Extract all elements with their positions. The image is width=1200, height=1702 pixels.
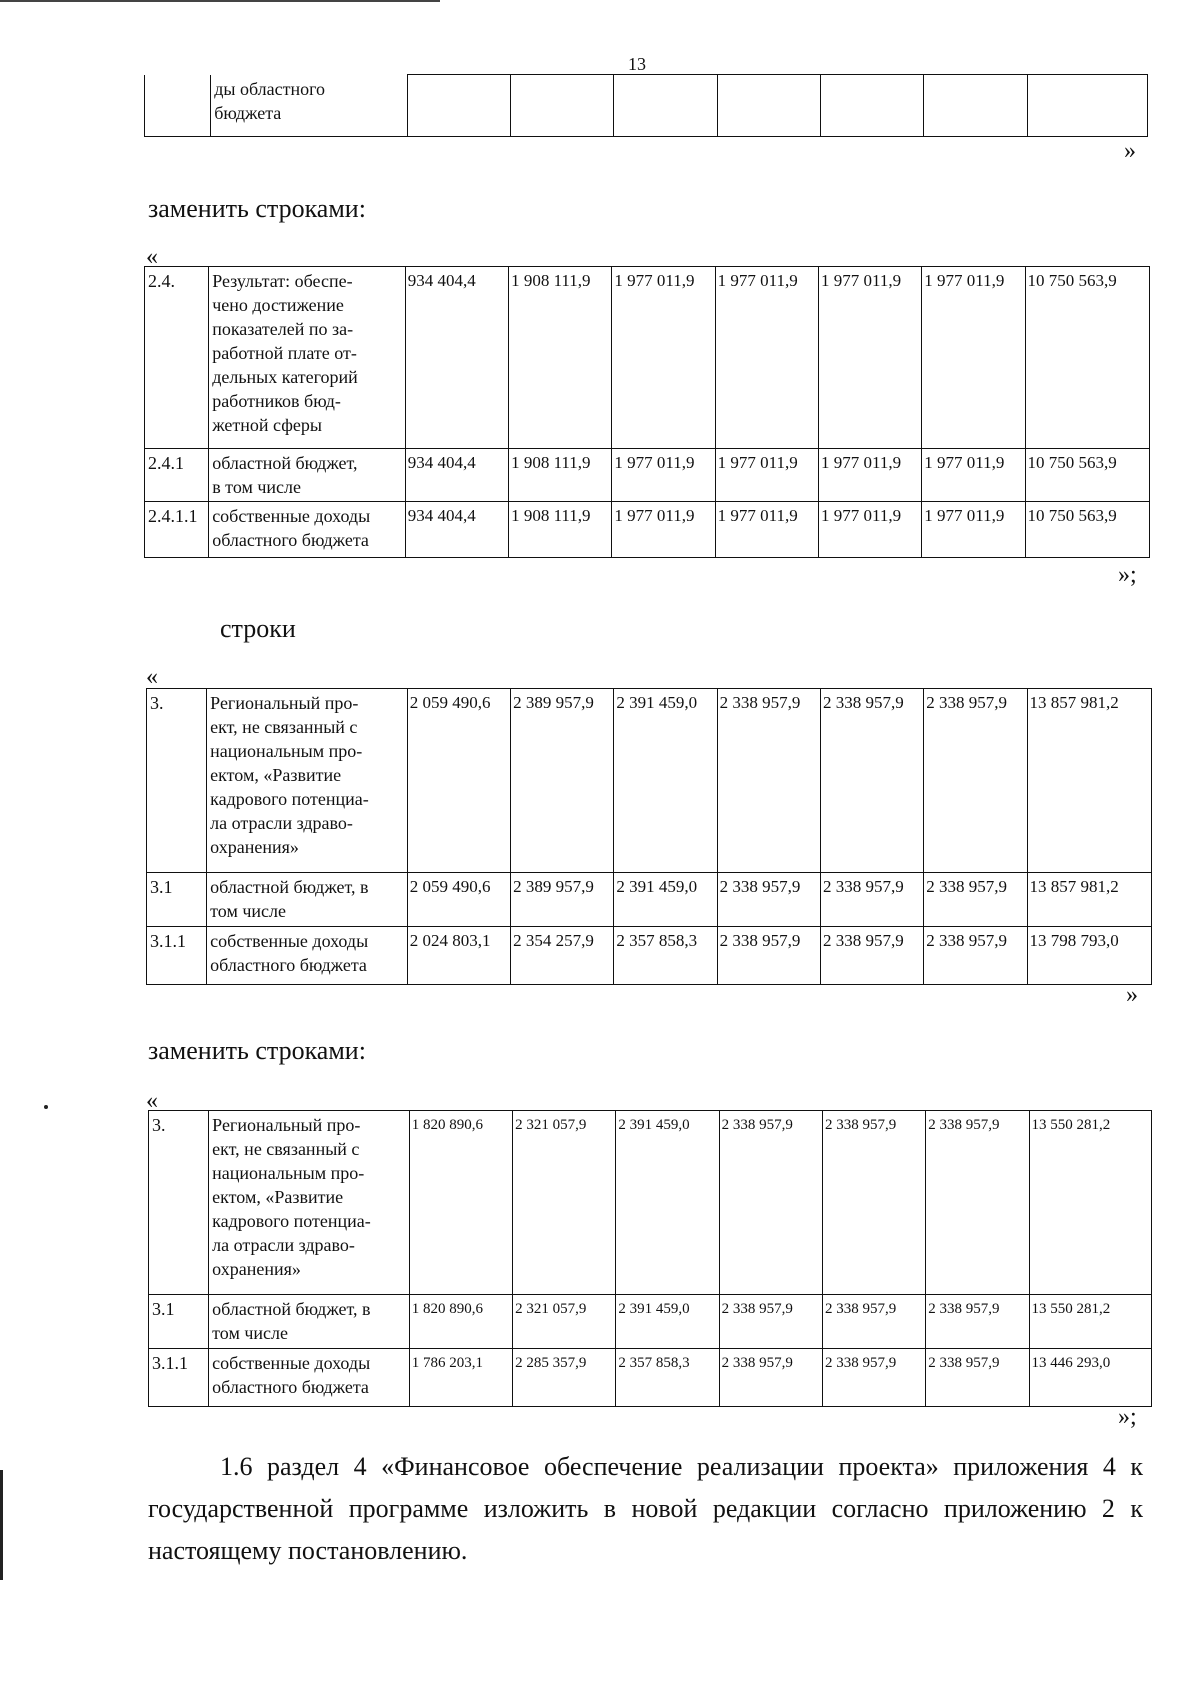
value-cell: 2 338 957,9 <box>924 689 1027 873</box>
value-cell: 10 750 563,9 <box>1025 449 1149 502</box>
value-cell <box>717 75 820 137</box>
replace-heading: заменить строками: <box>148 194 366 223</box>
row-number: 3.1 <box>147 873 207 927</box>
value-cell: 2 338 957,9 <box>924 927 1027 985</box>
row-number: 3. <box>147 689 207 873</box>
value-cell: 1 908 111,9 <box>509 449 612 502</box>
row-number: 2.4.1 <box>145 449 209 502</box>
table-row <box>149 1349 1152 1407</box>
value-cell: 10 750 563,9 <box>1025 502 1149 558</box>
value-cell: 2 338 957,9 <box>926 1295 1029 1349</box>
row-name: Региональный про- ект, не связанный с национальным про- ектом, «Развитие кадрового потенциа- ла отрасли здраво- охранения» <box>209 1111 410 1295</box>
value-cell: 1 908 111,9 <box>509 502 612 558</box>
opening-quote: « <box>146 244 158 270</box>
row-number: 2.4. <box>145 267 209 449</box>
value-cell: 2 338 957,9 <box>820 873 923 927</box>
value-cell: 2 338 957,9 <box>820 689 923 873</box>
value-cell: 13 798 793,0 <box>1027 927 1151 985</box>
row-number: 3.1.1 <box>149 1349 209 1407</box>
value-cell: 2 338 957,9 <box>822 1295 925 1349</box>
value-cell: 2 338 957,9 <box>822 1111 925 1295</box>
row-name: собственные доходы областного бюджета <box>209 1349 410 1407</box>
value-cell: 13 550 281,2 <box>1029 1111 1151 1295</box>
value-cell: 2 338 957,9 <box>717 873 820 927</box>
value-cell: 1 820 890,6 <box>409 1295 512 1349</box>
value-cell: 1 977 011,9 <box>715 502 818 558</box>
value-cell: 2 391 459,0 <box>616 1111 719 1295</box>
value-cell: 1 977 011,9 <box>612 502 715 558</box>
table-row <box>149 1295 1152 1349</box>
value-cell: 2 338 957,9 <box>717 689 820 873</box>
table-previous-tail <box>144 74 1148 137</box>
value-cell: 2 338 957,9 <box>820 927 923 985</box>
row-name: ды областного бюджета <box>211 75 408 137</box>
value-cell: 2 338 957,9 <box>717 927 820 985</box>
closing-quote: » <box>1126 982 1138 1008</box>
value-cell: 2 338 957,9 <box>719 1295 822 1349</box>
table-row <box>145 75 1148 137</box>
row-name: собственные доходы областного бюджета <box>209 502 406 558</box>
closing-quote: »; <box>1118 1404 1137 1430</box>
value-cell: 2 391 459,0 <box>614 873 717 927</box>
rows-heading: строки <box>220 614 296 643</box>
value-cell: 2 338 957,9 <box>822 1349 925 1407</box>
value-cell: 13 857 981,2 <box>1027 689 1151 873</box>
value-cell: 1 977 011,9 <box>715 449 818 502</box>
row-name: Региональный про- ект, не связанный с национальным про- ектом, «Развитие кадрового потенциа- ла отрасли здраво- охранения» <box>207 689 408 873</box>
opening-quote: « <box>146 664 158 690</box>
value-cell <box>511 75 614 137</box>
value-cell: 1 908 111,9 <box>509 267 612 449</box>
scan-edge-mark <box>0 1470 3 1580</box>
value-cell: 2 059 490,6 <box>407 689 510 873</box>
value-cell: 1 977 011,9 <box>922 267 1025 449</box>
replace-heading: заменить строками: <box>148 1036 366 1065</box>
value-cell: 934 404,4 <box>405 267 508 449</box>
value-cell: 2 338 957,9 <box>719 1349 822 1407</box>
value-cell: 934 404,4 <box>405 502 508 558</box>
value-cell: 2 338 957,9 <box>924 873 1027 927</box>
value-cell: 13 550 281,2 <box>1029 1295 1151 1349</box>
closing-quote: » <box>1124 138 1136 164</box>
table-row <box>147 927 1152 985</box>
row-name: собственные доходы областного бюджета <box>207 927 408 985</box>
closing-quote: »; <box>1118 562 1137 588</box>
value-cell: 2 389 957,9 <box>511 689 614 873</box>
value-cell <box>820 75 923 137</box>
value-cell <box>407 75 510 137</box>
scan-dot <box>44 1105 48 1109</box>
table-row <box>145 449 1150 502</box>
row-number: 2.4.1.1 <box>145 502 209 558</box>
value-cell: 1 977 011,9 <box>922 449 1025 502</box>
value-cell: 1 977 011,9 <box>612 449 715 502</box>
row-number <box>145 75 211 137</box>
value-cell: 2 285 357,9 <box>513 1349 616 1407</box>
value-cell: 13 446 293,0 <box>1029 1349 1151 1407</box>
value-cell: 2 389 957,9 <box>511 873 614 927</box>
value-cell: 2 391 459,0 <box>616 1295 719 1349</box>
value-cell: 1 786 203,1 <box>409 1349 512 1407</box>
value-cell: 2 321 057,9 <box>513 1111 616 1295</box>
row-number: 3.1.1 <box>147 927 207 985</box>
row-name: Результат: обеспе- чено достижение показателей по за- работной плате от- дельных категорий работников бюд- жетной сферы <box>209 267 406 449</box>
value-cell: 934 404,4 <box>405 449 508 502</box>
row-name: областной бюджет, в том числе <box>207 873 408 927</box>
value-cell: 2 321 057,9 <box>513 1295 616 1349</box>
row-number: 3.1 <box>149 1295 209 1349</box>
table-row <box>145 502 1150 558</box>
value-cell: 10 750 563,9 <box>1025 267 1149 449</box>
value-cell: 1 977 011,9 <box>818 449 921 502</box>
value-cell: 1 977 011,9 <box>715 267 818 449</box>
value-cell: 2 024 803,1 <box>407 927 510 985</box>
amendment-paragraph: 1.6 раздел 4 «Финансовое обеспечение реализации проекта» приложения 4 к государственной программе изложить в новой редакции согласно приложению 2 к настоящему постановлению. <box>148 1452 1143 1565</box>
scan-top-rule <box>0 0 440 2</box>
value-cell: 1 977 011,9 <box>818 267 921 449</box>
table-row <box>149 1111 1152 1295</box>
value-cell: 1 977 011,9 <box>818 502 921 558</box>
table-row <box>147 873 1152 927</box>
value-cell: 1 820 890,6 <box>409 1111 512 1295</box>
table-regional-project-old <box>146 688 1152 985</box>
value-cell: 2 338 957,9 <box>926 1349 1029 1407</box>
value-cell: 1 977 011,9 <box>612 267 715 449</box>
value-cell: 2 357 858,3 <box>616 1349 719 1407</box>
value-cell: 2 338 957,9 <box>926 1111 1029 1295</box>
table-row <box>145 267 1150 449</box>
value-cell <box>924 75 1027 137</box>
value-cell: 13 857 981,2 <box>1027 873 1151 927</box>
value-cell: 1 977 011,9 <box>922 502 1025 558</box>
row-name: областной бюджет, в том числе <box>209 449 406 502</box>
value-cell: 2 354 257,9 <box>511 927 614 985</box>
value-cell: 2 391 459,0 <box>614 689 717 873</box>
row-name: областной бюджет, в том числе <box>209 1295 410 1349</box>
value-cell <box>614 75 717 137</box>
value-cell: 2 357 858,3 <box>614 927 717 985</box>
row-number: 3. <box>149 1111 209 1295</box>
table-result-2-4 <box>144 266 1150 558</box>
table-row <box>147 689 1152 873</box>
opening-quote: « <box>146 1088 158 1114</box>
table-regional-project-new <box>148 1110 1152 1407</box>
value-cell <box>1027 75 1147 137</box>
value-cell: 2 059 490,6 <box>407 873 510 927</box>
page-number: 13 <box>628 54 646 74</box>
value-cell: 2 338 957,9 <box>719 1111 822 1295</box>
